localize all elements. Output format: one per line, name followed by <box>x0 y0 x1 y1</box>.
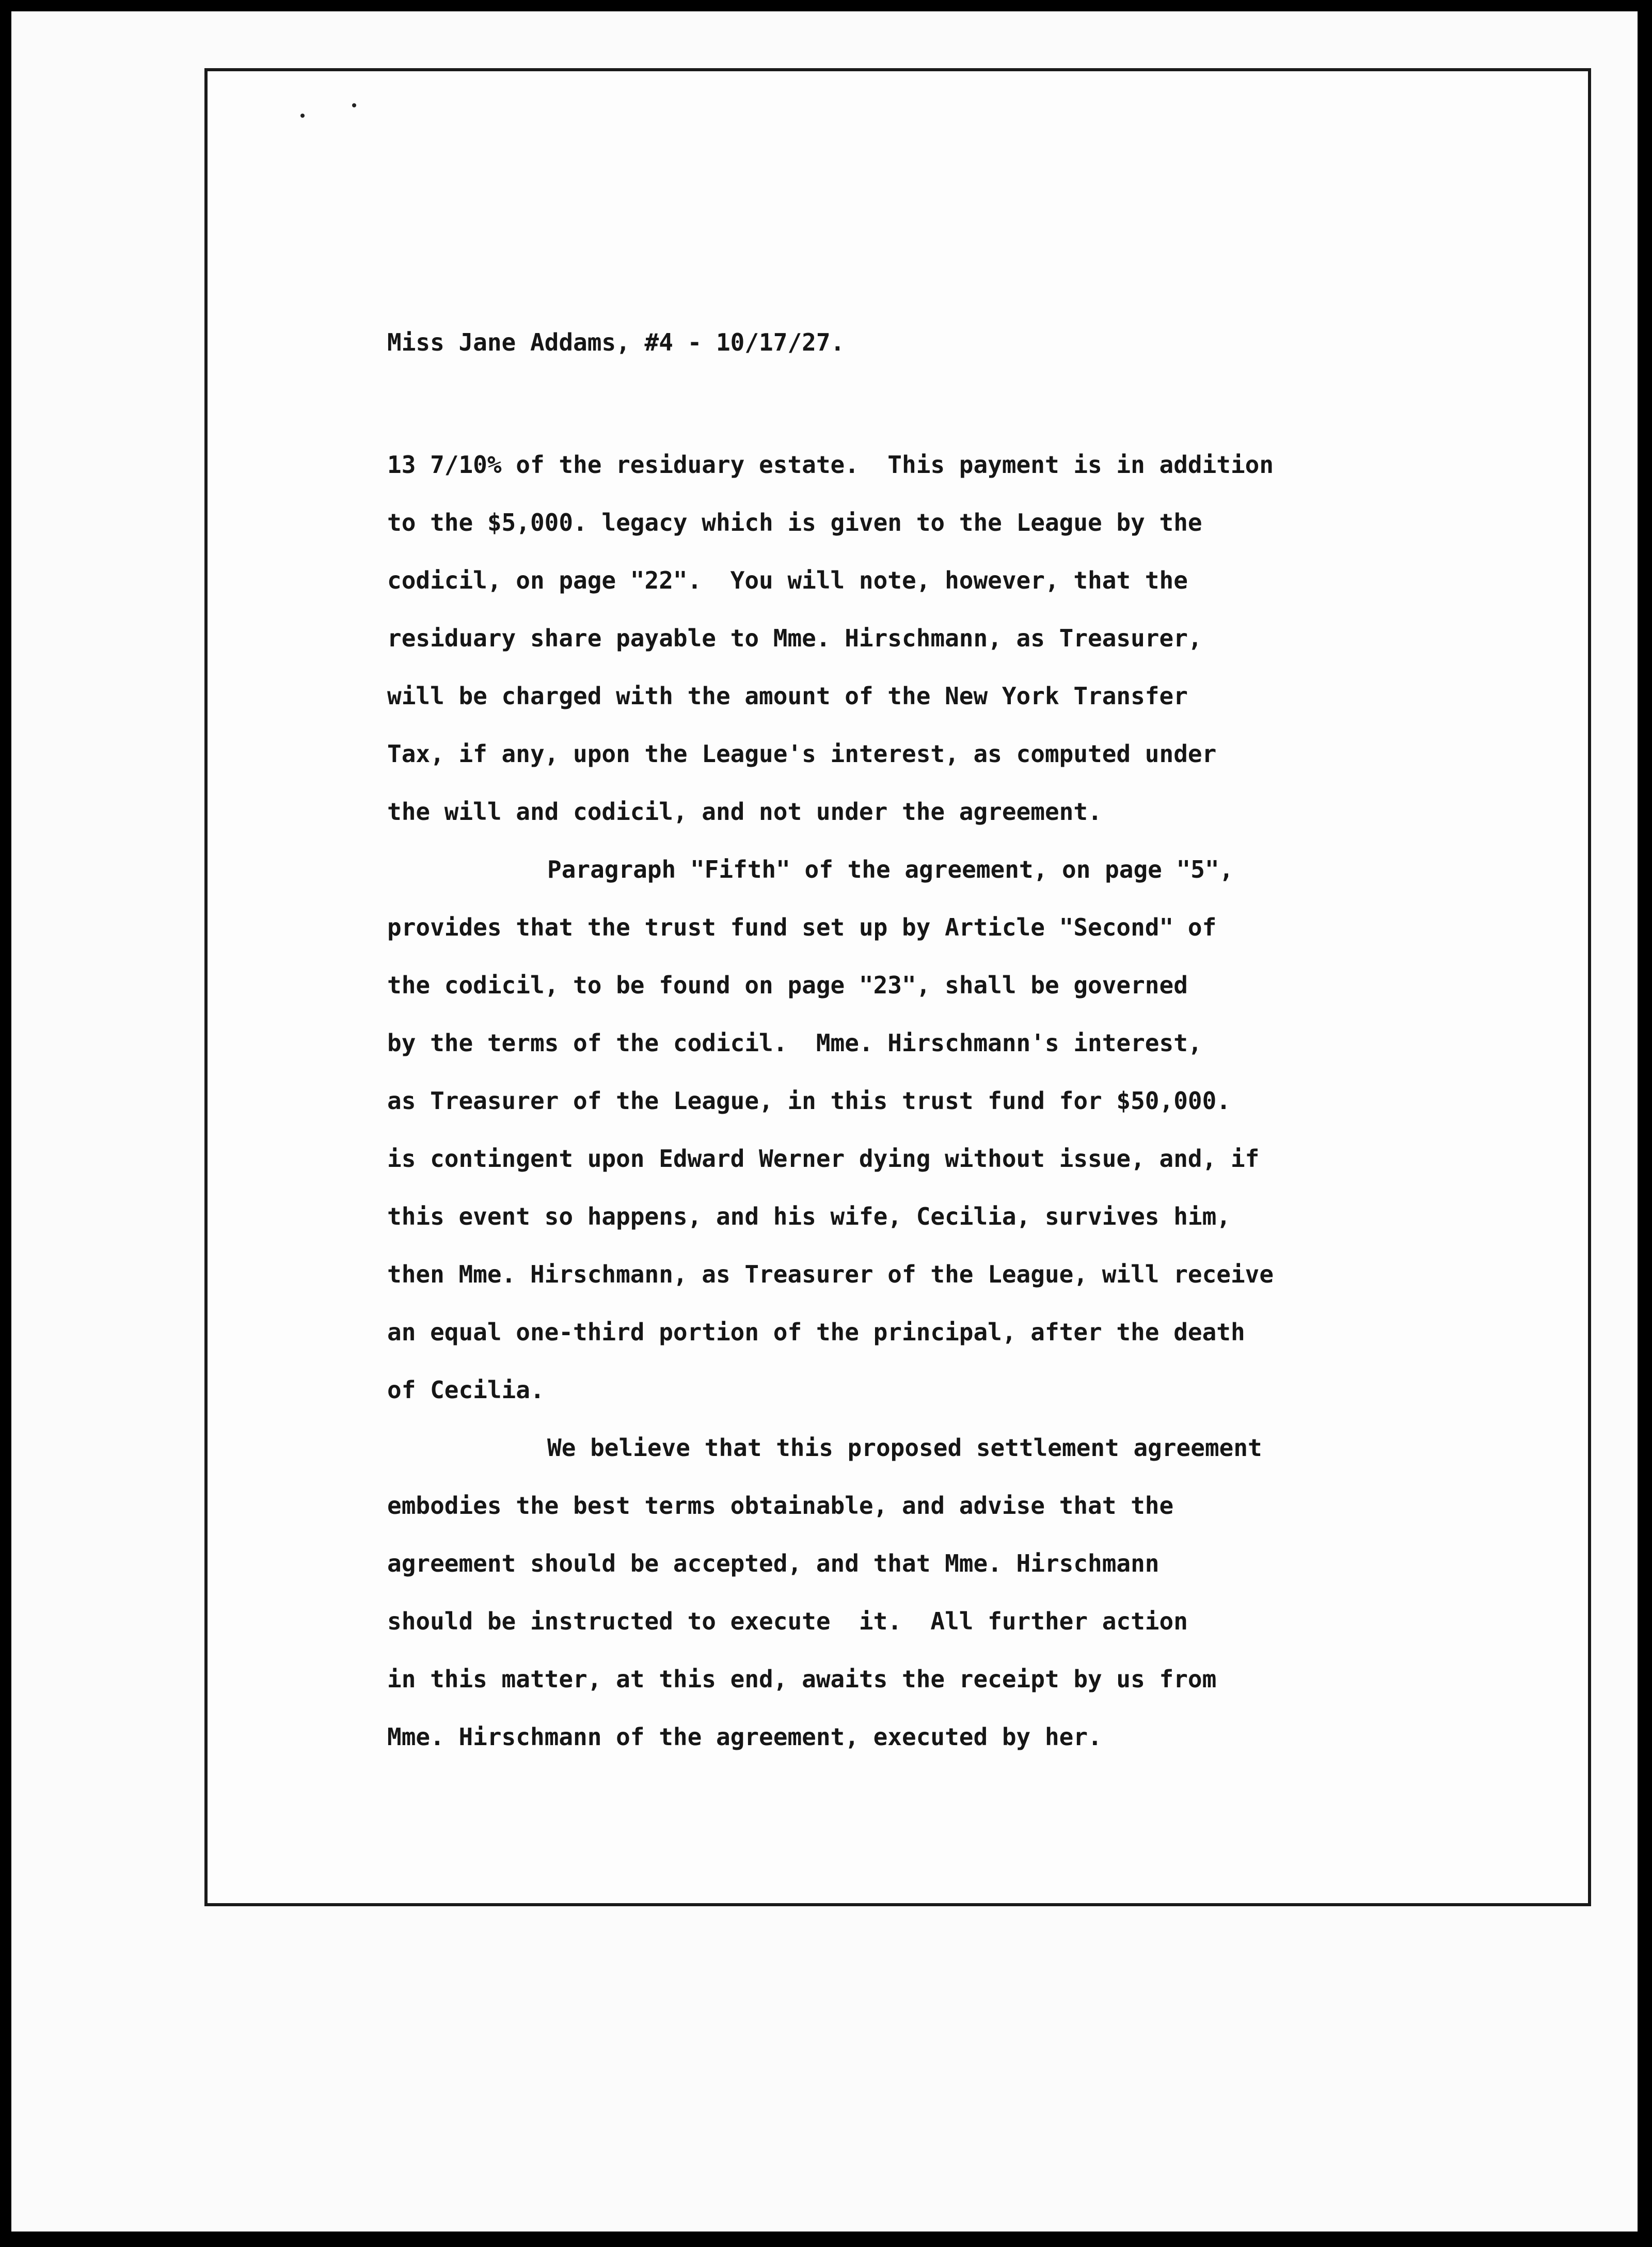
text-line: by the terms of the codicil. Mme. Hirschmann's interest, <box>387 1029 1202 1057</box>
text-line: codicil, on page "22". You will note, however, that the <box>387 566 1188 594</box>
text-line: to the $5,000. legacy which is given to the League by the <box>387 509 1202 536</box>
paragraph <box>387 436 1549 841</box>
text-line: will be charged with the amount of the New York Transfer <box>387 682 1188 710</box>
text-line: then Mme. Hirschmann, as Treasurer of the League, will receive <box>387 1260 1274 1288</box>
text-line: Mme. Hirschmann of the agreement, executed by her. <box>387 1723 1102 1751</box>
text-line: in this matter, at this end, awaits the receipt by us from <box>387 1665 1217 1693</box>
text-line: provides that the trust fund set up by Article "Second" of <box>387 913 1217 941</box>
text-line: this event so happens, and his wife, Cecilia, survives him, <box>387 1202 1231 1230</box>
text-line: Paragraph "Fifth" of the agreement, on page "5", <box>547 856 1234 883</box>
text-line: should be instructed to execute it. All further action <box>387 1607 1188 1635</box>
text-line: residuary share payable to Mme. Hirschmann, as Treasurer, <box>387 624 1202 652</box>
text-line: We believe that this proposed settlement agreement <box>547 1434 1262 1462</box>
letter-heading: Miss Jane Addams, #4 - 10/17/27. <box>387 328 845 356</box>
text-line: agreement should be accepted, and that Mme. Hirschmann <box>387 1549 1159 1577</box>
text-line: as Treasurer of the League, in this trust fund for $50,000. <box>387 1087 1231 1115</box>
letter-body <box>387 330 1549 1766</box>
text-line: embodies the best terms obtainable, and advise that the <box>387 1492 1174 1520</box>
text-line: of Cecilia. <box>387 1376 545 1404</box>
text-line: is contingent upon Edward Werner dying without issue, and, if <box>387 1145 1260 1173</box>
paragraph <box>387 1419 1549 1766</box>
ink-speck <box>300 114 305 118</box>
paragraph <box>387 841 1549 1419</box>
ink-speck <box>352 103 356 107</box>
text-line: an equal one-third portion of the principal, after the death <box>387 1318 1245 1346</box>
letter-paragraphs <box>387 436 1549 1766</box>
text-line: Tax, if any, upon the League's interest, as computed under <box>387 740 1217 768</box>
text-line: the will and codicil, and not under the agreement. <box>387 798 1102 826</box>
text-line: the codicil, to be found on page "23", shall be governed <box>387 971 1188 999</box>
text-line: 13 7/10% of the residuary estate. This payment is in addition <box>387 451 1274 479</box>
